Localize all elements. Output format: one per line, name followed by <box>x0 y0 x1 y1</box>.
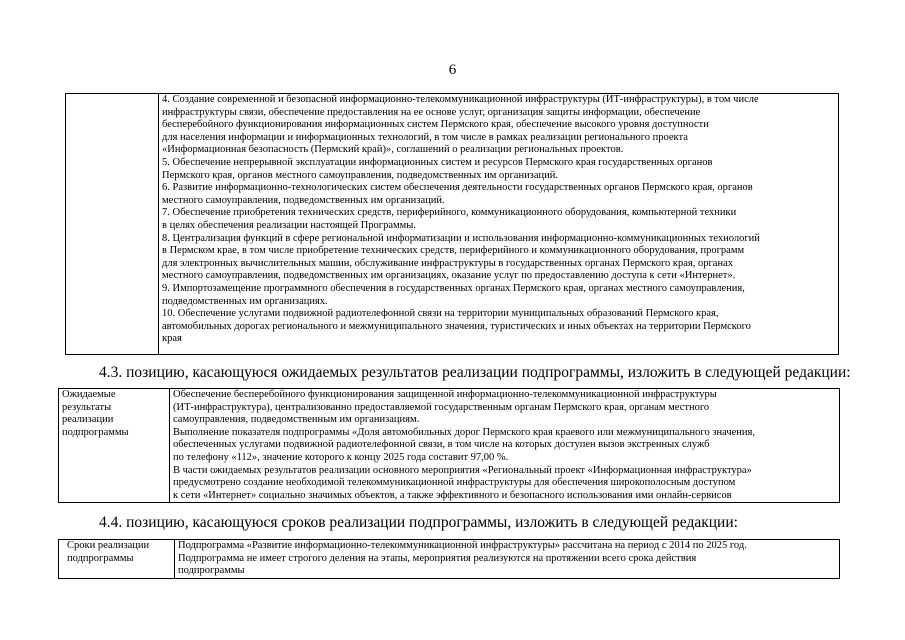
text-line: Подпрограмма «Развитие информационно-телекоммуникационной инфраструктуры» рассчитана на период с 2014 по 2025 год. <box>178 540 747 551</box>
text-line: самоуправления, подведомственным им организациям. <box>173 414 420 426</box>
text-line: Выполнение показателя подпрограммы «Доля автомобильных дорог Пермского края краевого или межмуниципального значения, <box>173 426 755 438</box>
text-line: обеспеченных услугами подвижной радиотелефонной связи, в том числе на которых доступен вызов экстренных служб <box>173 439 710 451</box>
label-line: подпрограммы <box>67 552 134 564</box>
page-number: 6 <box>448 62 457 78</box>
text-line: по телефону «112», значение которого к концу 2025 года составит 97,00 %. <box>173 451 509 463</box>
label-line: Сроки реализации <box>67 540 150 551</box>
label-line: подпрограммы <box>62 426 129 438</box>
text-line: 10. Обеспечение услугами подвижной радиотелефонной связи на территории муниципальных образований Пермского края, <box>162 308 719 320</box>
text-line: подведомственных им организациях. <box>162 295 328 307</box>
timeframe-cell <box>175 540 840 579</box>
section-heading-4-3: 4.3. позицию, касающуюся ожидаемых результатов реализации подпрограммы, изложить в следующей редакции: <box>99 364 851 381</box>
timeframe-label <box>59 540 175 579</box>
goals-table <box>65 93 839 355</box>
expected-results-label <box>59 389 170 503</box>
label-line: результаты <box>62 401 112 413</box>
text-line: инфраструктуры связи, обеспечение предоставления на ее основе услуг, организация защиты информации, обеспечение <box>162 106 701 118</box>
timeframe-table <box>58 539 840 579</box>
text-line: 8. Централизация функций в сфере региональной информатизации и использования информационно-коммуникационных технологий <box>162 232 760 244</box>
text-line: (ИТ-инфраструктура), централизованно предоставляемой государственным органам Пермского края, органам местного <box>173 401 710 413</box>
text-line: Пермского края, органов местного самоуправления, подведомственных им организаций. <box>162 169 558 181</box>
expected-results-table <box>58 388 840 503</box>
label-line: реализации <box>62 414 114 426</box>
text-line: 6. Развитие информационно-технологических систем обеспечения деятельности государственных органов Пермского края, органов <box>162 182 753 194</box>
text-line: предусмотрено создание необходимой телекоммуникационной инфраструктуры для обеспечения широкополосным доступом <box>173 477 736 489</box>
text-line: к сети «Интернет» социально значимых объектов, а также эффективного и безопасного использования ими онлайн-сервисов <box>173 489 732 501</box>
text-line: «Информационная безопасность (Пермский край)», соглашений о реализации региональных проектов. <box>162 144 624 156</box>
text-line: бесперебойного функционирования информационных систем Пермского края, обеспечение высокого уровня доступности <box>162 119 709 131</box>
text-line: для электронных вычислительных машин, обслуживание инфраструктуры в государственных органах Пермского края, органах <box>162 257 733 269</box>
text-line: Обеспечение бесперебойного функционирования защищенной информационно-телекоммуникационной инфраструктуры <box>173 389 717 400</box>
text-line: 5. Обеспечение непрерывной эксплуатации информационных систем и ресурсов Пермского края государственных органов <box>162 156 713 168</box>
text-line: края <box>162 333 182 345</box>
text-line: 9. Импортозамещение программного обеспечения в государственных органах Пермского края, органах местного самоуправления, <box>162 282 745 294</box>
text-line: автомобильных дорогах регионального и межмуниципального значения, туристических и иных объектах на территории Пермского <box>162 320 751 332</box>
text-line: для населения информации и информационных технологий, в том числе в рамках реализации регионального проекта <box>162 131 688 143</box>
empty-label-cell <box>66 94 159 355</box>
text-line: местного самоуправления, подведомственных им организаций. <box>162 194 445 206</box>
text-line: подпрограммы <box>178 565 245 577</box>
text-line: в целях обеспечения реализации настоящей Программы. <box>162 219 416 231</box>
text-line: 7. Обеспечение приобретения технических средств, периферийного, коммуникационного оборудования, компьютерной техники <box>162 207 737 219</box>
text-line: В части ожидаемых результатов реализации основного мероприятия «Региональный проект «Информационная инфраструктура» <box>173 464 752 476</box>
text-line: Подпрограмма не имеет строгого деления на этапы, мероприятия реализуются на протяжении всего срока действия <box>178 552 697 564</box>
text-line: местного самоуправления, подведомственных им организациях, оказание услуг по предоставлению доступа к сети «Интернет». <box>162 270 736 282</box>
text-line: в Пермском крае, в том числе приобретение технических средств, периферийного и коммуникационного оборудования, программ <box>162 245 745 257</box>
goals-cell <box>159 94 839 355</box>
text-line: 4. Создание современной и безопасной информационно-телекоммуникационной инфраструктуры (ИТ-инфраструктуры), в том числе <box>162 94 759 105</box>
label-line: Ожидаемые <box>62 389 116 400</box>
expected-results-cell <box>170 389 840 503</box>
section-heading-4-4: 4.4. позицию, касающуюся сроков реализации подпрограммы, изложить в следующей редакции: <box>99 514 738 531</box>
